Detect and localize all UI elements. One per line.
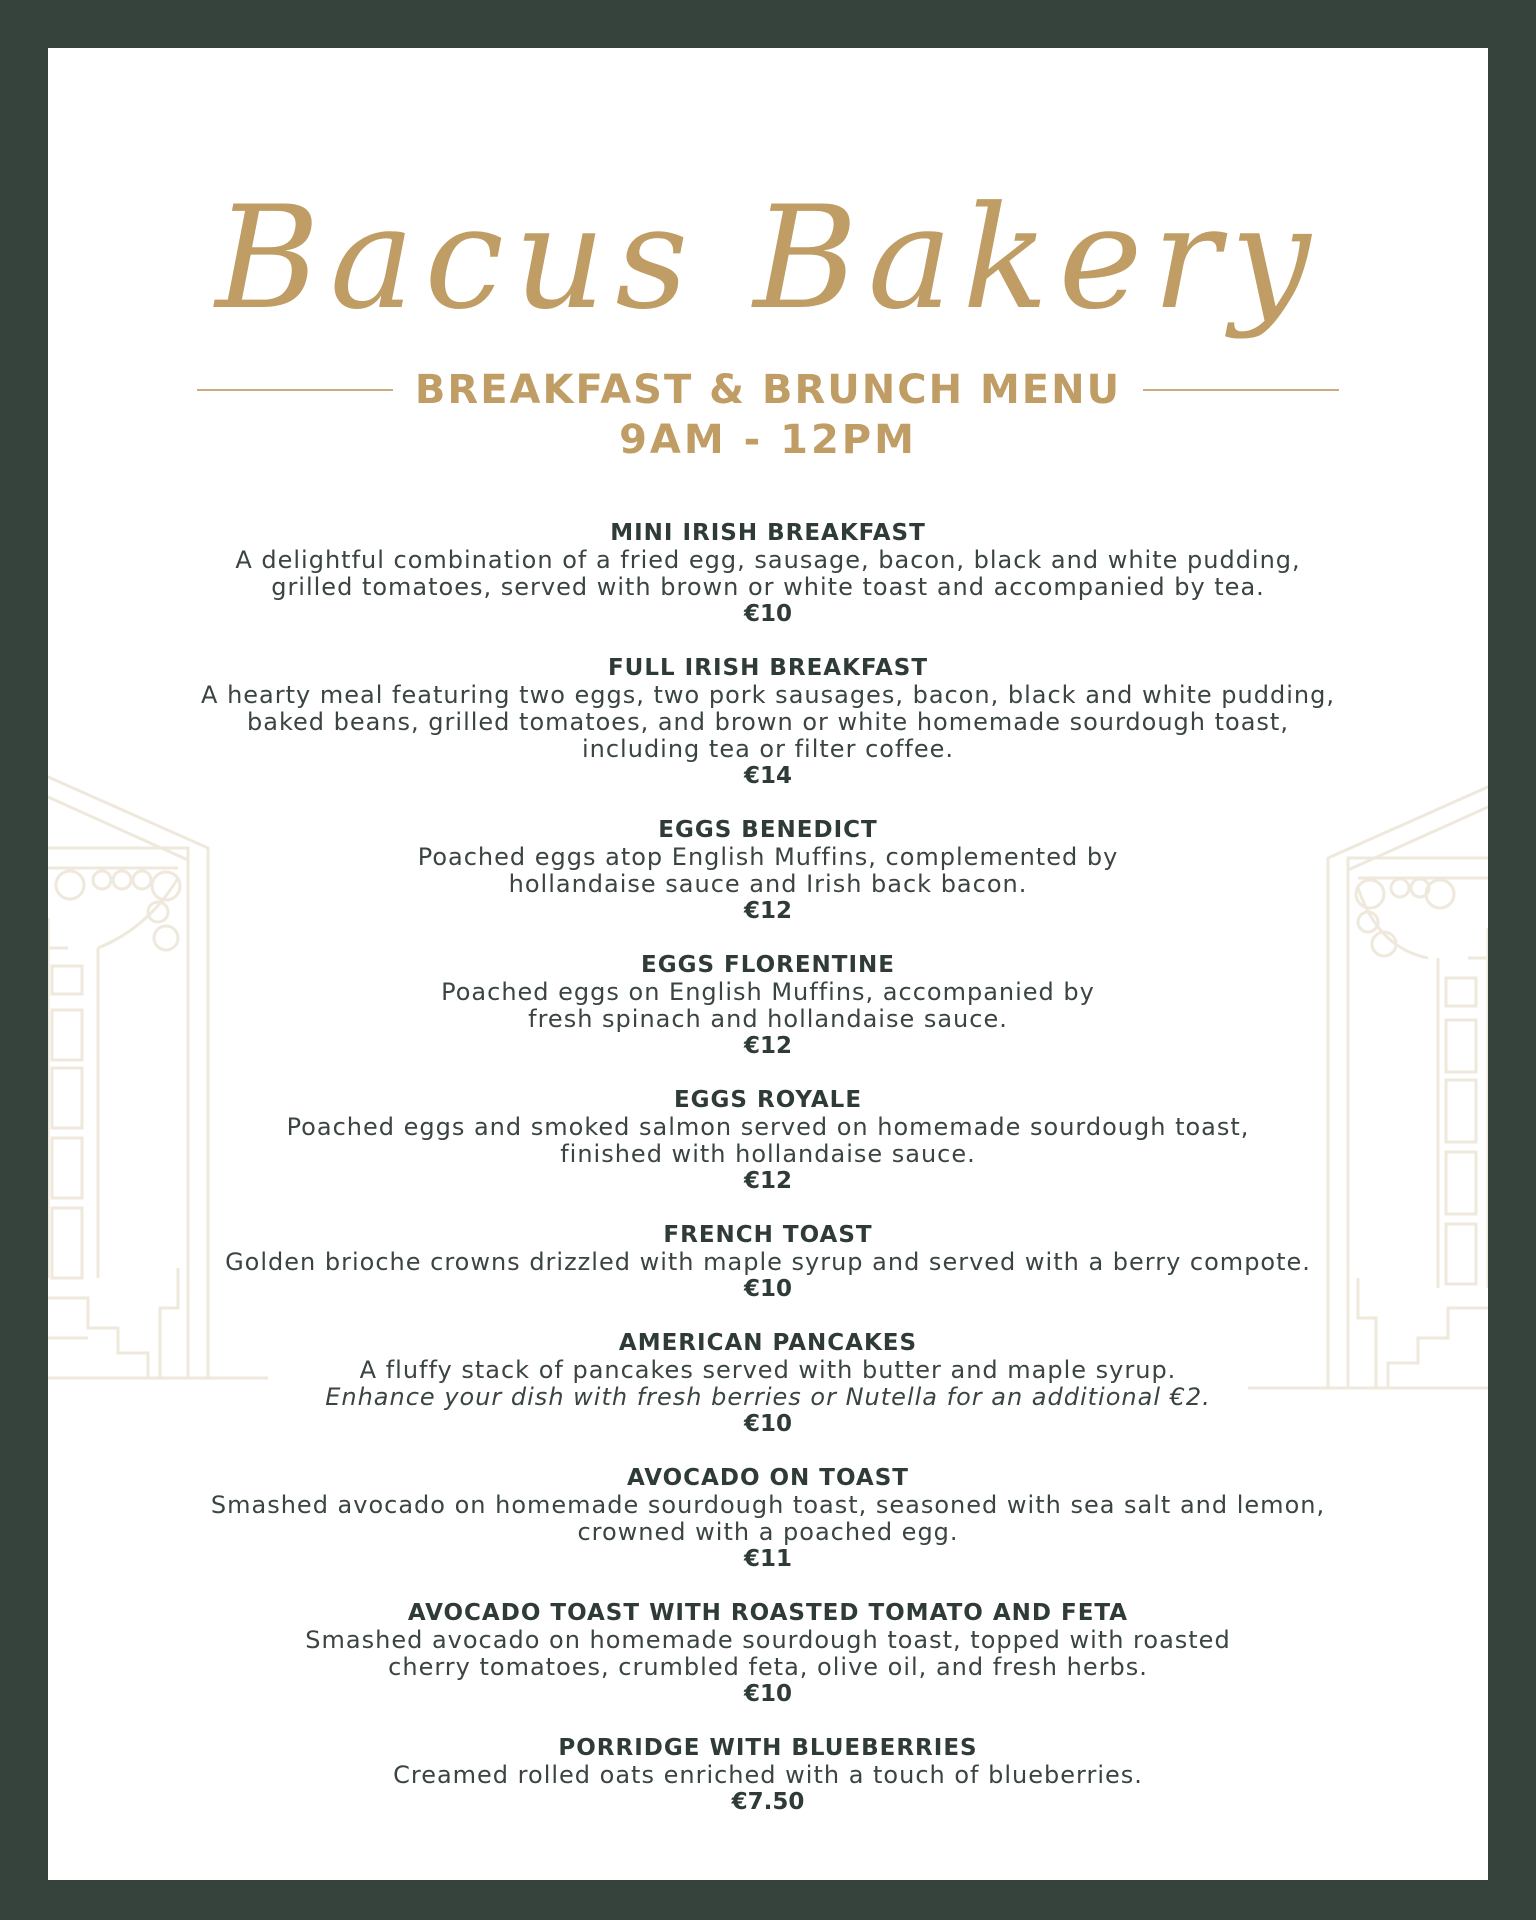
- item-price: €10: [743, 1681, 792, 1707]
- item-price: €10: [743, 1276, 792, 1302]
- item-description-line: A delightful combination of a fried egg, sausage, bacon, black and white pudding,: [235, 546, 1301, 574]
- left-divider: [197, 389, 393, 391]
- menu-item: [48, 520, 1488, 628]
- item-price: €10: [743, 1411, 792, 1437]
- subtitle-row: [48, 367, 1488, 413]
- item-name: FULL IRISH BREAKFAST: [607, 655, 929, 681]
- item-description-line: A fluffy stack of pancakes served with butter and maple syrup.: [359, 1356, 1177, 1384]
- item-price: €10: [743, 601, 792, 627]
- menu-item: [48, 952, 1488, 1060]
- menu-items-list: [48, 520, 1488, 1843]
- menu-item: [48, 1330, 1488, 1438]
- item-description-line: hollandaise sauce and Irish back bacon.: [508, 870, 1028, 898]
- item-description-line: Poached eggs and smoked salmon served on homemade sourdough toast,: [286, 1113, 1250, 1141]
- menu-item: [48, 655, 1488, 790]
- item-description-line: crowned with a poached egg.: [577, 1518, 959, 1546]
- item-description-line: Creamed rolled oats enriched with a touch of blueberries.: [393, 1761, 1143, 1789]
- item-description-line: Poached eggs atop English Muffins, complemented by: [417, 843, 1119, 871]
- menu-subtitle: BREAKFAST & BRUNCH MENU: [414, 367, 1122, 413]
- item-description-line: A hearty meal featuring two eggs, two pork sausages, bacon, black and white pudding,: [201, 681, 1335, 709]
- item-description-line: Smashed avocado on homemade sourdough toast, topped with roasted: [305, 1626, 1231, 1654]
- item-price: €12: [743, 1168, 792, 1194]
- item-name: MINI IRISH BREAKFAST: [610, 520, 926, 546]
- bakery-title: Bacus Bakery: [215, 176, 1321, 341]
- right-divider: [1143, 389, 1339, 391]
- item-name: PORRIDGE WITH BLUEBERRIES: [558, 1735, 978, 1761]
- item-name: EGGS BENEDICT: [658, 817, 878, 843]
- item-description-line: fresh spinach and hollandaise sauce.: [528, 1005, 1008, 1033]
- item-name: AVOCADO ON TOAST: [626, 1465, 909, 1491]
- item-description-line: baked beans, grilled tomatoes, and brown or white homemade sourdough toast,: [247, 708, 1289, 736]
- item-description-line: Poached eggs on English Muffins, accompanied by: [441, 978, 1095, 1006]
- menu-page: [48, 48, 1488, 1880]
- item-price: €7.50: [731, 1789, 805, 1815]
- item-description-line: Smashed avocado on homemade sourdough toast, seasoned with sea salt and lemon,: [210, 1491, 1326, 1519]
- item-name: AVOCADO TOAST WITH ROASTED TOMATO AND FETA: [407, 1600, 1129, 1626]
- item-name: EGGS FLORENTINE: [640, 952, 896, 978]
- menu-header: [48, 176, 1488, 463]
- item-description-line: Golden brioche crowns drizzled with maple syrup and served with a berry compote.: [225, 1248, 1311, 1276]
- item-description-line: including tea or filter coffee.: [581, 735, 954, 763]
- item-description-line: finished with hollandaise sauce.: [560, 1140, 976, 1168]
- menu-item: [48, 1222, 1488, 1303]
- item-price: €12: [743, 1033, 792, 1059]
- menu-item: [48, 1600, 1488, 1708]
- menu-item: [48, 1465, 1488, 1573]
- item-price: €12: [743, 898, 792, 924]
- item-price: €11: [743, 1546, 792, 1572]
- menu-item: [48, 1087, 1488, 1195]
- item-price: €14: [743, 763, 792, 789]
- item-description-line: cherry tomatoes, crumbled feta, olive oil, and fresh herbs.: [388, 1653, 1148, 1681]
- item-description-line: grilled tomatoes, served with brown or white toast and accompanied by tea.: [271, 573, 1265, 601]
- item-name: FRENCH TOAST: [663, 1222, 873, 1248]
- menu-item: [48, 817, 1488, 925]
- menu-hours: 9AM - 12PM: [619, 417, 917, 463]
- item-name: EGGS ROYALE: [673, 1087, 863, 1113]
- item-extra-note: Enhance your dish with fresh berries or Nutella for an additional €2.: [325, 1383, 1211, 1411]
- menu-item: [48, 1735, 1488, 1816]
- item-name: AMERICAN PANCAKES: [618, 1330, 918, 1356]
